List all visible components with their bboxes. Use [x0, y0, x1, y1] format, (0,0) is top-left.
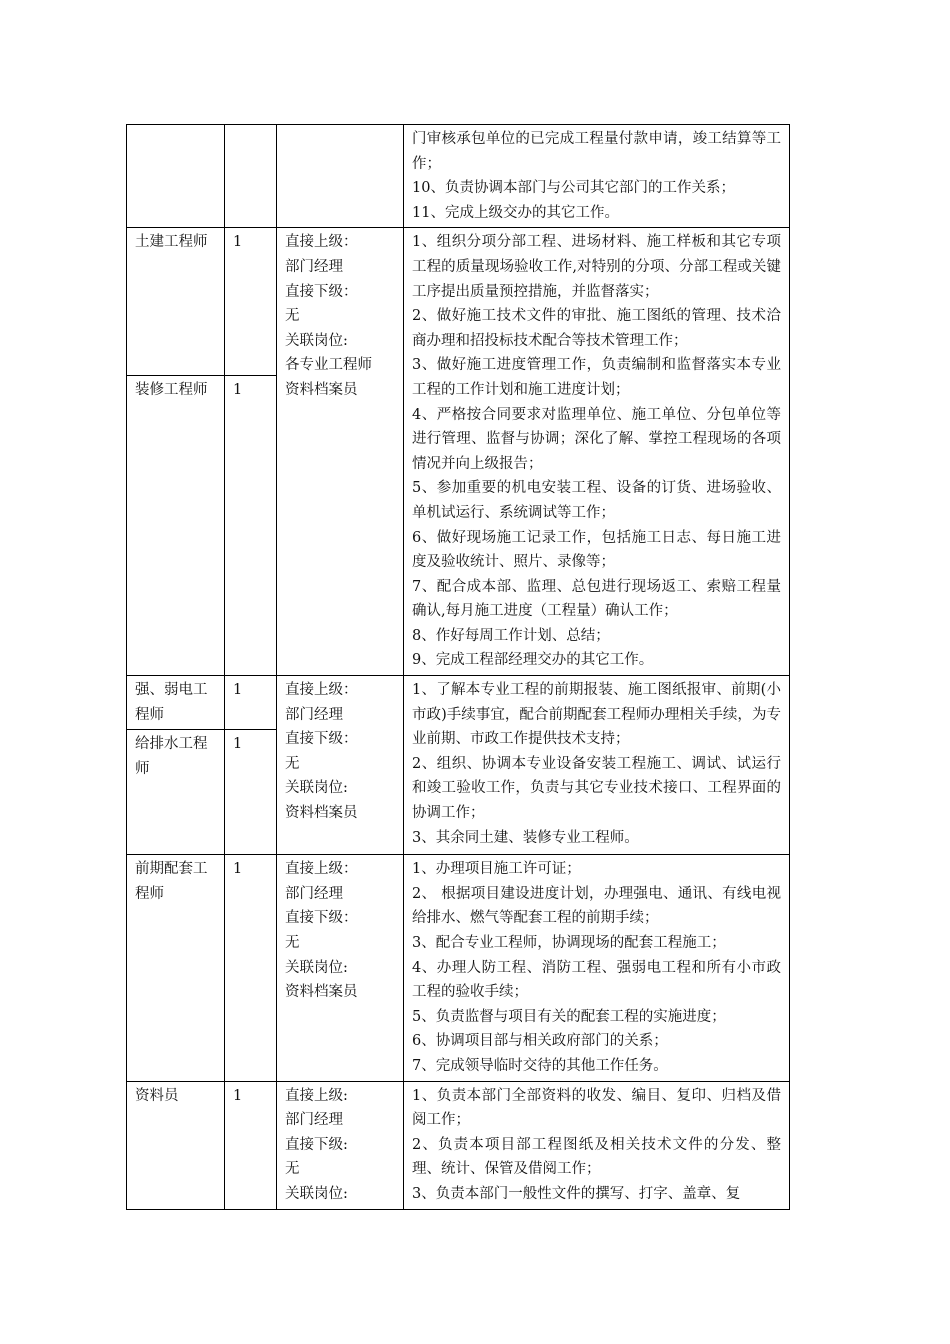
headcount: 1: [225, 676, 277, 730]
reporting-line: 无: [285, 755, 300, 772]
headcount: 1: [225, 228, 277, 375]
headcount: 1: [225, 855, 277, 1081]
duty-item: 2、组织、协调本专业设备安装工程施工、调试、试运行和竣工验收工作，负责与其它专业技术接口、工程界面的协调工作；: [412, 755, 781, 822]
position-title: 资料员: [127, 1081, 225, 1209]
reporting-line: 各专业工程师: [285, 357, 372, 374]
reporting-line: 关联岗位:: [285, 1185, 348, 1202]
duty-item: 1、组织分项分部工程、进场材料、施工样板和其它专项工程的质量现场验收工作,对特别的分项、分部工程或关键工序提出质量预控措施，并监督落实；: [412, 234, 781, 300]
duty-item: 2、做好施工技术文件的审批、施工图纸的管理、技术洽商办理和招投标技术配合等技术管理工作；: [412, 308, 781, 349]
reporting-line: 无: [285, 1161, 300, 1178]
duty-item: 门审核承包单位的已完成工程量付款申请，竣工结算等工作；: [412, 131, 781, 172]
headcount: 1: [225, 1081, 277, 1209]
reporting-lines: [277, 676, 404, 855]
duty-item: 8、作好每周工作计划、总结；: [412, 627, 610, 644]
table-row: [127, 676, 790, 730]
reporting-lines: [277, 228, 404, 676]
duty-item: 6、做好现场施工记录工作，包括施工日志、每日施工进度及验收统计、照片、录像等；: [412, 529, 781, 571]
duty-item: 7、完成领导临时交待的其他工作任务。: [412, 1058, 668, 1074]
reporting-line: 直接上级:: [285, 1087, 348, 1104]
duty-item: 3、负责本部门一般性文件的撰写、打字、盖章、复: [412, 1185, 741, 1202]
duty-item: 5、负责监督与项目有关的配套工程的实施进度；: [412, 1008, 726, 1025]
reporting-line: 资料档案员: [285, 381, 358, 398]
headcount: 1: [225, 730, 277, 855]
duty-item: 1、负责本部门全部资料的收发、编目、复印、归档及借阅工作；: [412, 1087, 781, 1129]
duty-item: 4、办理人防工程、消防工程、强弱电工程和所有小市政工程的验收手续；: [412, 959, 781, 1001]
duty-item: 4、严格按合同要求对监理单位、施工单位、分包单位等进行管理、监督与协调；深化了解、掌控工程现场的各项情况并向上级报告；: [412, 406, 781, 472]
duties: [404, 125, 790, 228]
duty-item: 3、配合专业工程师，协调现场的配套工程施工；: [412, 935, 726, 952]
reporting-lines: [277, 855, 404, 1081]
duty-item: 3、做好施工进度管理工作，负责编制和监督落实本专业工程的工作计划和施工进度计划；: [412, 357, 781, 398]
table-row: [127, 228, 790, 375]
reporting-line: 资料档案员: [285, 805, 358, 822]
reporting-line: 直接上级：: [285, 861, 358, 878]
headcount: [225, 125, 277, 228]
reporting-lines: [277, 1081, 404, 1209]
table-row: [127, 125, 790, 228]
position-title: 前期配套工程师: [127, 855, 225, 1081]
reporting-line: 部门经理: [285, 885, 343, 902]
duty-item: 11、完成上级交办的其它工作。: [412, 204, 619, 221]
duty-item: 10、负责协调本部门与公司其它部门的工作关系；: [412, 180, 735, 197]
position-title: 土建工程师: [127, 228, 225, 375]
position-title: [127, 125, 225, 228]
table-row: [127, 855, 790, 1081]
reporting-line: 直接下级：: [285, 283, 358, 300]
job-responsibility-table: [126, 124, 790, 1210]
reporting-line: 无: [285, 935, 300, 952]
duty-item: 3、其余同土建、装修专业工程师。: [412, 829, 639, 846]
reporting-line: 关联岗位:: [285, 780, 348, 797]
duties: [404, 676, 790, 855]
reporting-line: 直接下级:: [285, 1136, 348, 1153]
reporting-line: 资料档案员: [285, 984, 358, 1001]
reporting-lines: [277, 125, 404, 228]
reporting-line: 直接下级：: [285, 731, 358, 748]
reporting-line: 直接下级：: [285, 910, 358, 927]
position-title: 强、弱电工程师: [127, 676, 225, 730]
reporting-line: 部门经理: [285, 706, 343, 723]
duty-item: 2、 根据项目建设进度计划，办理强电、通讯、有线电视给排水、燃气等配套工程的前期手续；: [412, 885, 781, 927]
reporting-line: 部门经理: [285, 258, 343, 275]
duty-item: 6、协调项目部与相关政府部门的关系；: [412, 1033, 668, 1050]
reporting-line: 关联岗位:: [285, 959, 348, 976]
headcount: 1: [225, 375, 277, 675]
position-title: 装修工程师: [127, 375, 225, 675]
reporting-line: 部门经理: [285, 1112, 343, 1129]
reporting-line: 关联岗位:: [285, 332, 348, 349]
duties: [404, 855, 790, 1081]
duty-item: 1、了解本专业工程的前期报装、施工图纸报审、前期(小市政)手续事宜，配合前期配套工程师办理相关手续，为专业前期、市政工作提供技术支持；: [412, 682, 781, 748]
duty-item: 2、负责本项目部工程图纸及相关技术文件的分发、整理、统计、保管及借阅工作；: [412, 1136, 781, 1178]
duty-item: 1、办理项目施工许可证；: [412, 861, 581, 878]
duties: [404, 1081, 790, 1209]
position-title: 给排水工程师: [127, 730, 225, 855]
duty-item: 7、配合成本部、监理、总包进行现场返工、索赔工程量确认,每月施工进度（工程量）确认工作；: [412, 578, 781, 620]
reporting-line: 无: [285, 308, 300, 325]
table-row: [127, 1081, 790, 1209]
duty-item: 5、参加重要的机电安装工程、设备的订货、进场验收、单机试运行、系统调试等工作；: [412, 480, 781, 521]
reporting-line: 直接上级：: [285, 234, 358, 251]
reporting-line: 直接上级：: [285, 682, 358, 699]
duties: [404, 228, 790, 676]
duty-item: 9、完成工程部经理交办的其它工作。: [412, 652, 654, 669]
